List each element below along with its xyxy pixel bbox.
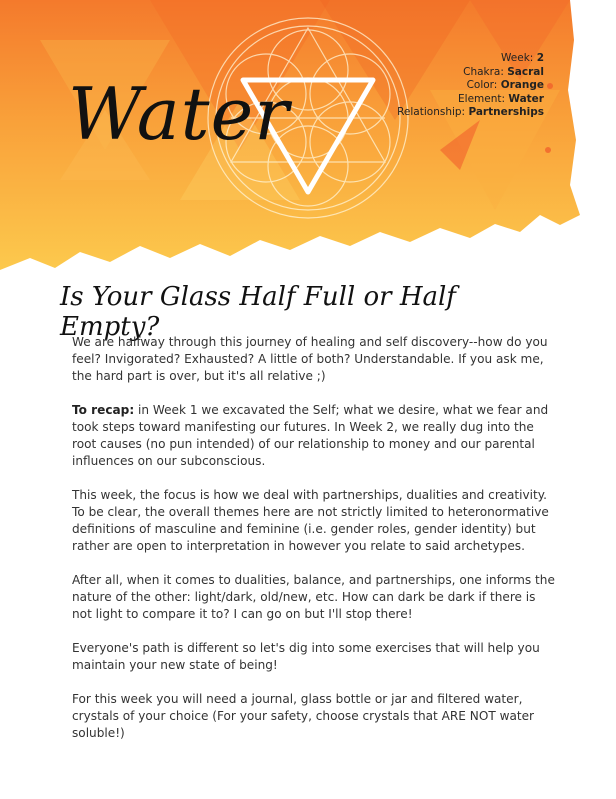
info-relationship: Relationship: Partnerships bbox=[397, 106, 544, 118]
article-headline: Is Your Glass Half Full or Half Empty? bbox=[60, 282, 456, 342]
paragraph-intro: We are halfway through this journey of healing and self discovery--how do you feel? Invigorated? Exhausted? A little of both? Understandable. If you ask me, the hard part is over, but it's all relative ;) bbox=[72, 335, 548, 383]
article-body bbox=[72, 334, 556, 759]
week-info bbox=[397, 52, 544, 120]
info-color: Color: Orange bbox=[466, 79, 544, 91]
paragraph-focus: This week, the focus is how we deal with partnerships, dualities and creativity. To be clear, the overall themes here are not strictly limited to heteronormative definitions of masculine and feminine (i.e. gender roles, gender identity) but rather are open to interpretation in however you relate to said archetypes. bbox=[72, 488, 549, 553]
paragraph-path: Everyone's path is different so let's dig into some exercises that will help you maintain your new state of being! bbox=[72, 641, 540, 672]
info-element: Element: Water bbox=[458, 92, 544, 105]
paragraph-recap: To recap: in Week 1 we excavated the Self; what we desire, what we fear and took steps toward manifesting our futures. In Week 2, we really dug into the root causes (no pun intended) of our relationship to money and our parental influences on our subconscious. bbox=[72, 403, 549, 468]
info-chakra: Chakra: Sacral bbox=[463, 65, 544, 78]
paragraph-supplies: For this week you will need a journal, glass bottle or jar and filtered water, crystals of your choice (For your safety, choose crystals that ARE NOT water soluble!) bbox=[72, 692, 535, 740]
paragraph-dualities: After all, when it comes to dualities, balance, and partnerships, one informs the nature of the other: light/dark, old/new, etc. How can dark be dark if there is not light to compare it to? I can go on but I'll stop there! bbox=[72, 573, 555, 621]
recap-lead: To recap: bbox=[72, 403, 135, 417]
element-title: Water bbox=[68, 72, 290, 156]
info-week: Week: 2 bbox=[501, 52, 544, 64]
